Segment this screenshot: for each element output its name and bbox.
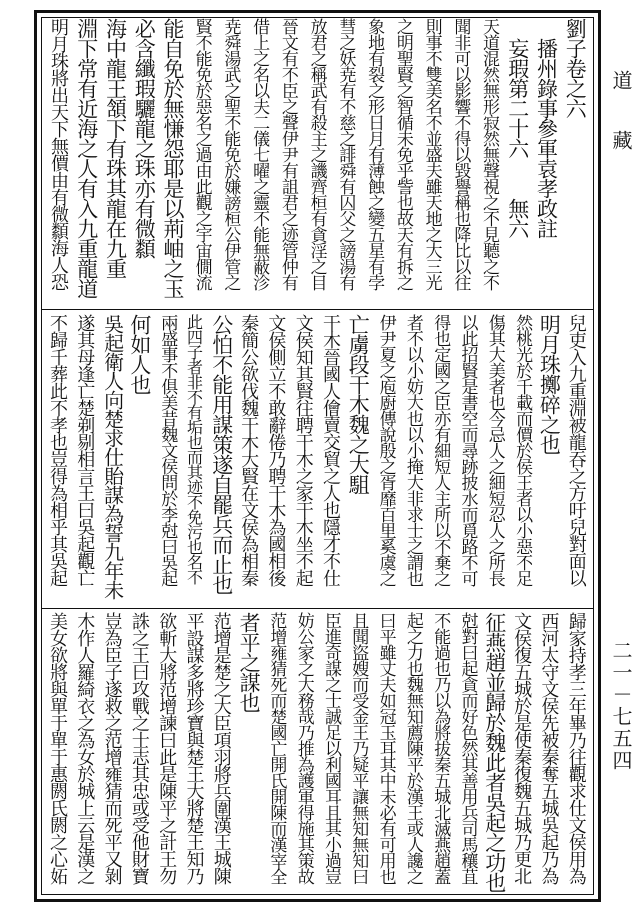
text-column: 臣進奇謀之士誠足以利國耳且其小過豈 <box>321 612 341 884</box>
text-column: 秦簡公欲伐魏干木大賢在文侯為相秦 <box>238 314 260 586</box>
text-column: 亡虜段干木魏之大駔 <box>346 314 371 494</box>
text-column: 放君之稱武有殺主之譏齊桓有貪淫之目 <box>306 18 327 290</box>
text-column: 歸家持孝三年畢乃往觀求仕文侯用為 <box>565 612 587 884</box>
section-divider-2 <box>42 608 593 609</box>
text-column: 象地有裂之形日月有薄蝕之變五星有孛 <box>364 18 385 290</box>
text-column: 且聞盜嫂而受金王乃疑平讓無知無知曰 <box>348 612 369 884</box>
section-divider-1 <box>42 309 593 310</box>
text-column: 以此招賢是書空而尋跡披水而覓路不可 <box>457 314 478 586</box>
text-column: 文侯側立不敢辭倦乃聘干木為國相後 <box>265 314 287 586</box>
text-column: 吳起衛人向楚求仕貽謀為誓九年未 <box>100 314 125 599</box>
text-column: 兒吏入九重淵被龍吞之方吁兒對面以 <box>565 314 587 586</box>
text-column: 此四子者非不有垢也而其迹不免污也名不 <box>184 314 204 584</box>
text-column: 賢不能免於惡名之過由此觀之宇宙僩流 <box>191 18 212 290</box>
text-column: 能自免於無慊怨耶是以荊岫之玉 <box>160 18 185 298</box>
text-column: 明月珠擲碎之也 <box>537 314 562 454</box>
text-column: 晉文有不臣之聲伊尹有詛君之迹管仲有 <box>277 18 298 290</box>
text-column: 范增是楚之大臣項羽將兵圍漢王城陳 <box>210 612 232 884</box>
text-column: 起之力也魏無知薦陳平於漢王或人讒之 <box>402 612 423 884</box>
text-column: 天道混然無形寂然無聲視之不見聽之不 <box>479 18 500 290</box>
text-column: 征燕趙並歸於魏此者吳起之功也 <box>482 612 507 892</box>
text-column: 者不以小妨大也以小掩大非求士之謂也 <box>402 314 423 586</box>
text-column: 尭舜湯武之聖不能免於嫌謗桓公伊管之 <box>220 18 241 290</box>
text-column: 妄瑕第二十六 無六 <box>505 18 530 238</box>
text-column: 文侯知其賢往聘干木之家干木坐不起 <box>292 314 314 586</box>
side-label-page-number: 二一－七五四 <box>609 640 633 772</box>
text-column: 不歸千葬此不孝也豈得為相乎其吳起 <box>47 314 68 586</box>
text-column: 借上之名以夫二儀七曜之靈不能無蔽沴 <box>249 18 270 290</box>
text-column: 妨公家之大務哉乃推為護軍得施其策故 <box>293 612 314 884</box>
text-column: 遂其母逢亡楚剃剔相言王曰吳起觀亡 <box>74 314 96 586</box>
text-column: 干木晉國人儈賣交貿之人也隱才不仕 <box>320 314 341 586</box>
text-column: 公怕不能用謀策遂自罷兵而止也 <box>209 314 234 594</box>
text-column: 得也定國之臣亦有細短人主所以不棄之 <box>430 314 451 586</box>
text-column: 則事不雙美名不並盛夫雖天地之大三光 <box>421 18 442 290</box>
text-column: 傷其大美者也今忌人之細短忍人之所長 <box>484 314 505 586</box>
text-column: 者平之謀也 <box>237 612 262 712</box>
text-column: 不能過也乃以為將拔秦五城北滅燕趙蓋 <box>430 612 451 884</box>
text-column: 海中龍王頷下有珠其龍在九重 <box>103 18 128 278</box>
text-column: 兩盛事不俱美昔魏文侯問於李尅曰吳起 <box>157 314 178 586</box>
text-column: 西河太守文侯先被秦奪五城吳起乃為 <box>538 612 560 884</box>
text-column: 然桃光於千載而價於侯王者以小惡不足 <box>512 314 533 586</box>
text-column: 聞非可以影響不得以毀譽稱也降比以往 <box>450 18 471 290</box>
text-column: 必含纖瑕驪龍之珠亦有微纇 <box>132 18 157 258</box>
text-column: 豈為臣子遂救之范增雍猜而死平又剝 <box>101 612 123 884</box>
text-column: 美女欲將與單于單于惠閼氏閼之心妬 <box>47 612 68 884</box>
text-column: 誅之王曰攻戰之士志其忠或受他財寶 <box>128 612 150 884</box>
text-column: 木作人羅綺衣之為女於城上云是漢之 <box>74 612 96 884</box>
text-column: 欲斬大將范增諫曰此是陳平之計王勿 <box>156 612 178 884</box>
text-column: 之明聖賢之智循未免乎訾也故天有拆之 <box>392 18 413 290</box>
text-column: 文侯復五城於是使秦復魏五城乃更北 <box>511 612 533 884</box>
text-column: 平設謀多將珍寶與楚王大將楚王知乃 <box>183 612 205 884</box>
text-column: 尅對曰起貪而好色然其善用兵司馬穰苴 <box>457 612 478 884</box>
text-column: 何如人也 <box>127 314 152 394</box>
text-column: 播州錄事參軍袁孝政註 <box>534 18 559 238</box>
text-column: 曰平雖丈夫如冠玉耳其中未必有可用也 <box>375 612 396 884</box>
side-label-dao-zang: 道 藏 <box>609 70 633 158</box>
text-column: 劉子卷之六 <box>563 18 588 118</box>
text-column: 明月珠將出天下無價由有微纇海人恐 <box>48 18 69 290</box>
text-column: 彗之妖尭有不慈之誹舜有囚父之謗湯有 <box>335 18 356 290</box>
text-column: 淵下常有近海之人有入九重龍道 <box>74 18 99 298</box>
text-column: 范增雍猜死而楚國亡開氏開陳而漢宰全 <box>266 612 287 884</box>
text-column: 伊尹夏之庖廚傳說殷之胥靡百里奚虞之 <box>375 314 396 586</box>
